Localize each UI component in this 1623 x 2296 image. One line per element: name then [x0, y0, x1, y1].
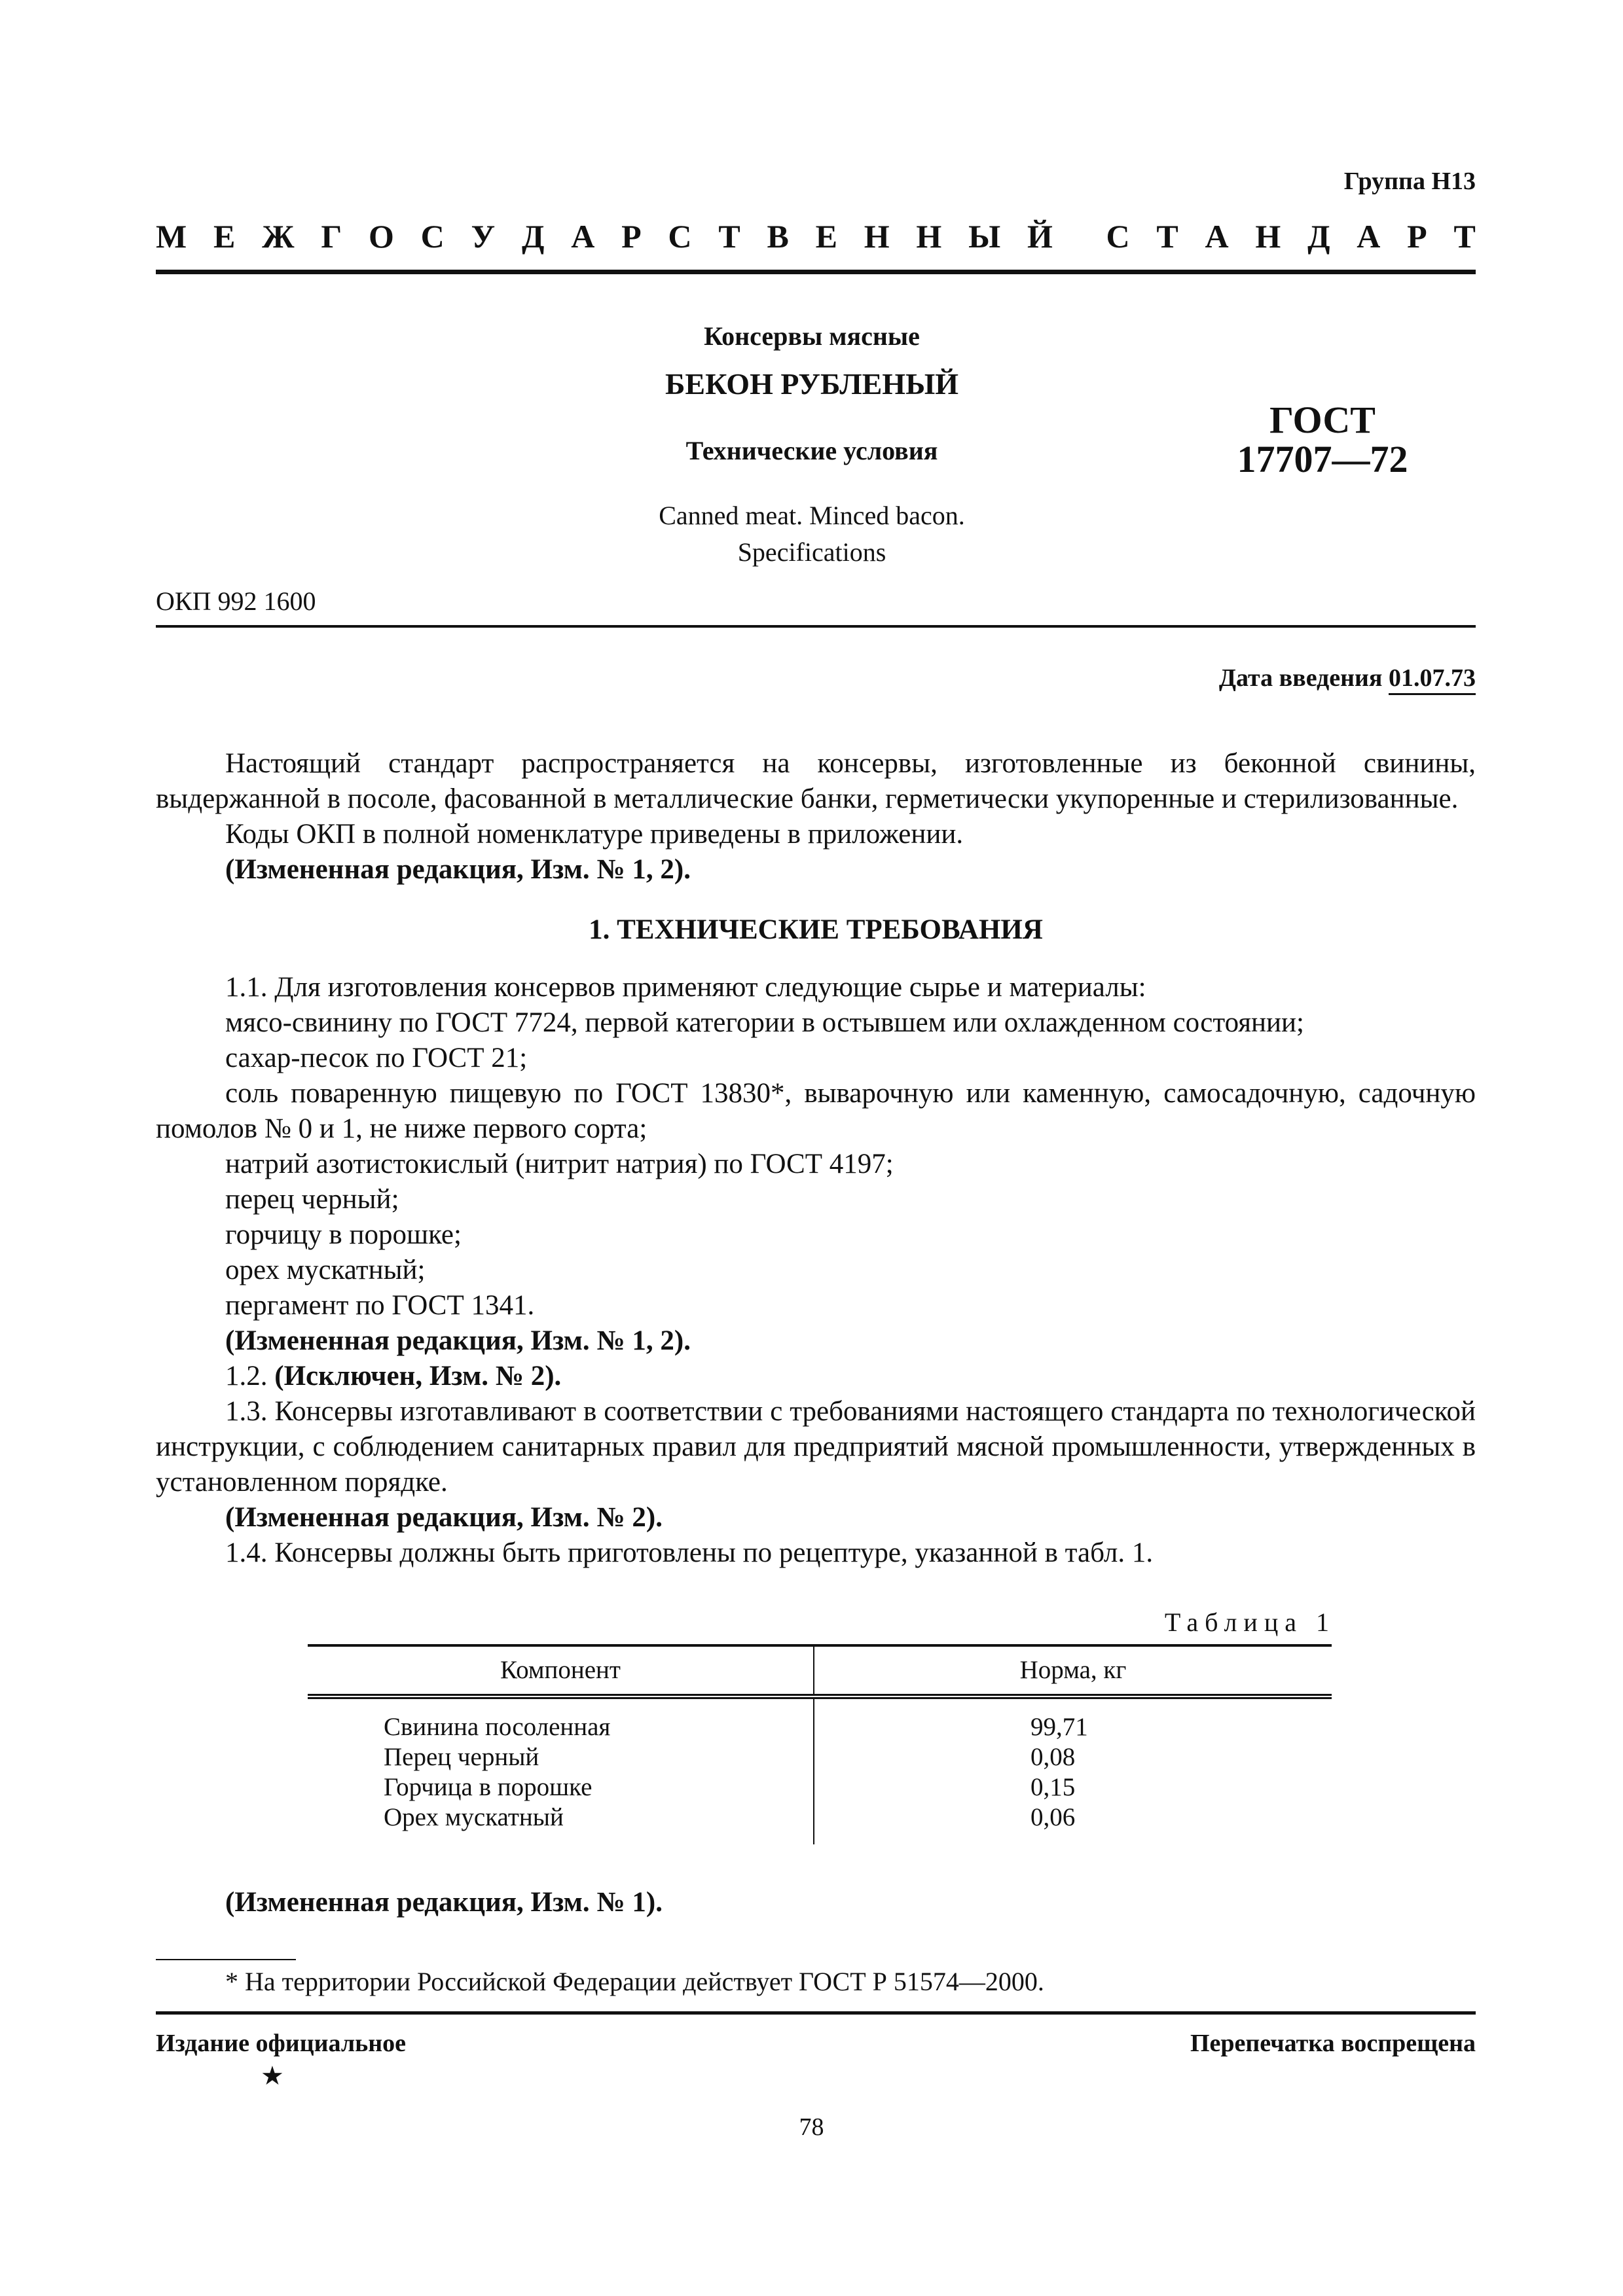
header-divider — [156, 270, 1476, 274]
clause-excluded-note: (Исключен, Изм. № 2). — [274, 1361, 562, 1391]
table-row — [308, 1772, 1332, 1803]
interstate-standard-banner — [156, 217, 1476, 255]
gost-designation — [1172, 401, 1473, 479]
material-item: перец черный; — [225, 1184, 399, 1215]
component-cell: Горчица в порошке — [308, 1772, 814, 1803]
clause-number: 1.2. — [225, 1361, 275, 1391]
banner-letter: Р — [1407, 218, 1427, 255]
norm-cell: 99,71 — [1030, 1713, 1088, 1741]
official-edition-label: Издание официальное — [156, 2030, 407, 2057]
amendment-note: (Измененная редакция, Изм. № 1, 2). — [225, 1325, 691, 1356]
recipe-table — [308, 1644, 1332, 1844]
table-header-row — [308, 1645, 1332, 1696]
introduction-date — [1219, 664, 1476, 692]
column-header-component: Компонент — [308, 1645, 814, 1696]
introduction-date-label: Дата введения — [1218, 664, 1389, 692]
reprint-prohibited-label: Перепечатка воспрещена — [1190, 2030, 1476, 2057]
banner-letter: Р — [621, 218, 642, 255]
banner-letter: У — [471, 218, 496, 255]
group-code: Группа Н13 — [1343, 168, 1476, 195]
product-category: Консервы мясные — [704, 321, 920, 351]
material-item: горчицу в порошке; — [225, 1219, 462, 1250]
banner-letter: Д — [1307, 218, 1330, 255]
column-header-norm: Норма, кг — [814, 1645, 1332, 1696]
banner-letter: А — [571, 218, 595, 255]
banner-letter: Н — [1255, 218, 1281, 255]
intro-paragraph: Настоящий стандарт распространяется на консервы, изготовленные из беконной свинины, выдержанной в посоле, фасованной в металлические банки, герметически укупоренные и стерилизованные. — [156, 748, 1476, 814]
table-row — [308, 1696, 1332, 1742]
document-body — [156, 746, 1476, 1920]
banner-letter: Н — [916, 218, 942, 255]
section-heading: 1. ТЕХНИЧЕСКИЕ ТРЕБОВАНИЯ — [589, 914, 1043, 945]
banner-letter: Д — [522, 218, 545, 255]
table-caption: Таблица 1 — [1164, 1607, 1336, 1637]
norm-cell: 0,06 — [1030, 1803, 1076, 1831]
component-cell: Свинина посоленная — [308, 1696, 814, 1742]
document-subtitle: Технические условия — [685, 436, 938, 465]
banner-letter: А — [1357, 218, 1381, 255]
clause-1-4: 1.4. Консервы должны быть приготовлены по рецептуре, указанной в табл. 1. — [225, 1537, 1154, 1568]
footer-divider — [156, 2011, 1476, 2015]
footnote: * На территории Российской Федерации действует ГОСТ Р 51574—2000. — [225, 1967, 1044, 1996]
clause-1-2 — [156, 1359, 1476, 1394]
norm-cell: 0,15 — [1030, 1773, 1076, 1801]
norm-cell: 0,08 — [1030, 1743, 1076, 1771]
introduction-date-value: 01.07.73 — [1389, 664, 1476, 695]
star-icon: ★ — [261, 2061, 284, 2090]
banner-letter: С — [420, 218, 445, 255]
banner-letter: Т — [1453, 218, 1476, 255]
banner-letter: М — [156, 218, 187, 255]
component-cell: Орех мускатный — [308, 1803, 814, 1844]
banner-letter: С — [668, 218, 692, 255]
material-item: орех мускатный; — [225, 1255, 426, 1285]
banner-letter: Е — [815, 218, 837, 255]
banner-letter: Т — [1156, 218, 1178, 255]
material-item: мясо-свинину по ГОСТ 7724, первой категории в остывшем или охлажденном состоянии; — [225, 1007, 1305, 1038]
amendment-note: (Измененная редакция, Изм. № 1). — [225, 1887, 663, 1918]
table-row — [308, 1803, 1332, 1844]
english-title-line: Canned meat. Minced bacon. — [659, 501, 965, 530]
gost-number: 17707—72 — [1237, 438, 1408, 480]
banner-letter: Ы — [968, 218, 1001, 255]
clause-1-1: 1.1. Для изготовления консервов применяют следующие сырье и материалы: — [225, 972, 1146, 1003]
english-title-line: Specifications — [737, 537, 886, 567]
product-name: БЕКОН РУБЛЕНЫЙ — [665, 367, 959, 401]
material-item: натрий азотистокислый (нитрит натрия) по ГОСТ 4197; — [225, 1149, 894, 1179]
banner-letter: С — [1106, 218, 1130, 255]
clause-1-3: 1.3. Консервы изготавливают в соответствии с требованиями настоящего стандарта по технологической инструкции, с соблюдением санитарных правил для предприятий мясной промышленности, утвержденных в установленном порядке. — [156, 1396, 1476, 1498]
banner-letter: Н — [864, 218, 890, 255]
material-item: соль поваренную пищевую по ГОСТ 13830*, выварочную или каменную, самосадочную, садочную помолов № 0 и 1, не ниже первого сорта; — [156, 1078, 1476, 1144]
banner-letter: А — [1205, 218, 1229, 255]
banner-letter: Т — [718, 218, 740, 255]
okp-codes-note: Коды ОКП в полной номенклатуре приведены в приложении. — [225, 819, 964, 850]
banner-letter: Е — [213, 218, 236, 255]
okp-divider — [156, 625, 1476, 628]
page-number: 78 — [799, 2113, 824, 2141]
banner-letter: Г — [321, 218, 342, 255]
banner-letter: Й — [1027, 218, 1053, 255]
material-item: пергамент по ГОСТ 1341. — [225, 1290, 535, 1321]
footnote-divider — [156, 1959, 296, 1960]
amendment-note: (Измененная редакция, Изм. № 2). — [225, 1502, 663, 1533]
english-title — [484, 497, 1139, 571]
material-item: сахар-песок по ГОСТ 21; — [225, 1043, 528, 1073]
banner-letter: Ж — [262, 218, 295, 255]
banner-letter: В — [767, 218, 789, 255]
table-row — [308, 1742, 1332, 1772]
amendment-note: (Измененная редакция, Изм. № 1, 2). — [225, 854, 691, 885]
okp-code: ОКП 992 1600 — [156, 586, 316, 616]
gost-label: ГОСТ — [1269, 399, 1376, 441]
component-cell: Перец черный — [308, 1742, 814, 1772]
banner-letter: О — [368, 218, 394, 255]
